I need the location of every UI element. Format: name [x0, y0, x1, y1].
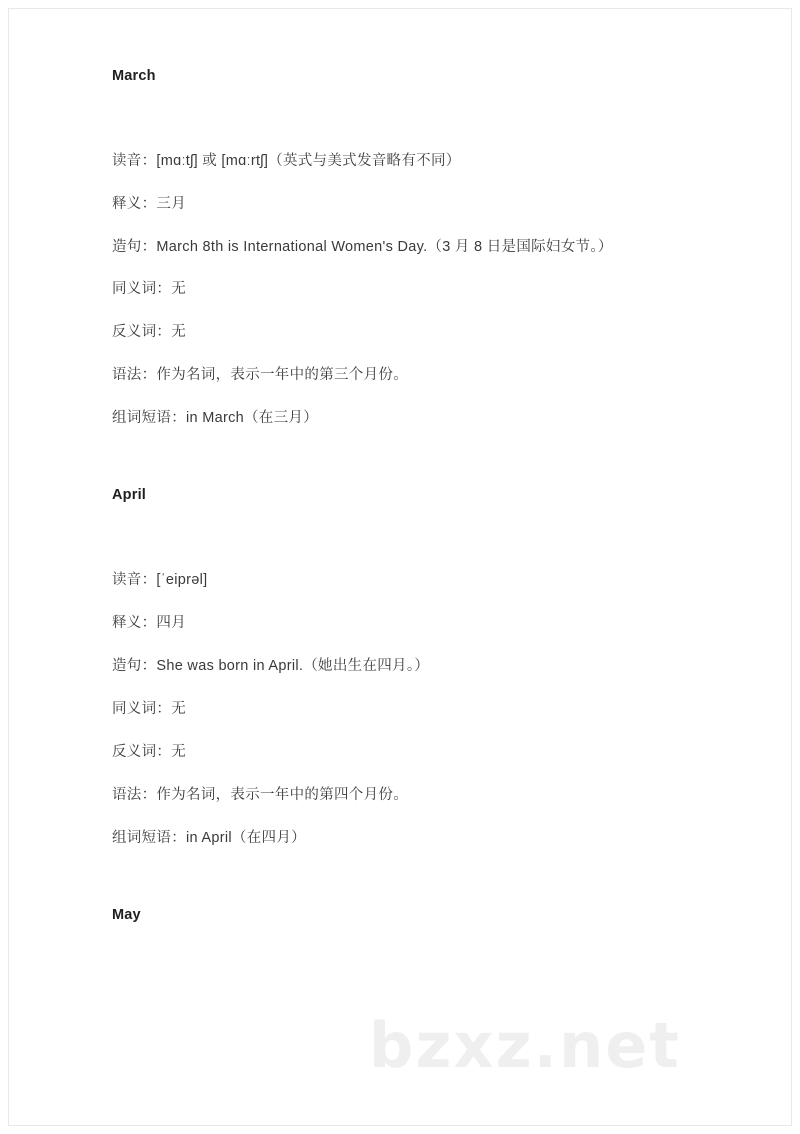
- entry-line-synonyms: 同义词：无: [112, 281, 186, 298]
- entry-line-example: 造句：March 8th is International Women's Day.（3 月 8 日是国际妇女节。）: [112, 239, 613, 256]
- entry-line-definition: 释义：三月: [112, 196, 186, 213]
- entry-line-antonyms: 反义词：无: [112, 744, 186, 761]
- spacer: [112, 88, 712, 140]
- spacer: [112, 440, 712, 484]
- entry-line-grammar: 语法：作为名词，表示一年中的第三个月份。: [112, 367, 408, 384]
- spacer: [112, 860, 712, 904]
- entry-line-example: 造句：She was born in April.（她出生在四月。）: [112, 658, 430, 675]
- entry-line-phrases: 组词短语：in March（在三月）: [112, 410, 318, 427]
- entry-line-pronunciation: 读音：[mɑːtʃ] 或 [mɑːrtʃ]（英式与美式发音略有不同）: [112, 153, 461, 170]
- entry-title: April: [112, 487, 147, 504]
- entry-line-grammar: 语法：作为名词，表示一年中的第四个月份。: [112, 787, 408, 804]
- entry-title: May: [112, 907, 141, 924]
- document-content: [112, 65, 712, 928]
- entry-line-definition: 释义：四月: [112, 615, 186, 632]
- document-page: [8, 8, 792, 1126]
- entry-line-synonyms: 同义词：无: [112, 701, 186, 718]
- dictionary-entry-may: [112, 904, 712, 927]
- dictionary-entry-march: [112, 65, 712, 440]
- watermark: bzxz.net: [369, 1009, 681, 1082]
- entry-line-antonyms: 反义词：无: [112, 324, 186, 341]
- entry-title: March: [112, 68, 156, 84]
- dictionary-entry-april: [112, 484, 712, 860]
- entry-line-phrases: 组词短语：in April（在四月）: [112, 830, 306, 847]
- spacer: [112, 507, 712, 559]
- entry-line-pronunciation: 读音：[ˈeiprəl]: [112, 572, 208, 589]
